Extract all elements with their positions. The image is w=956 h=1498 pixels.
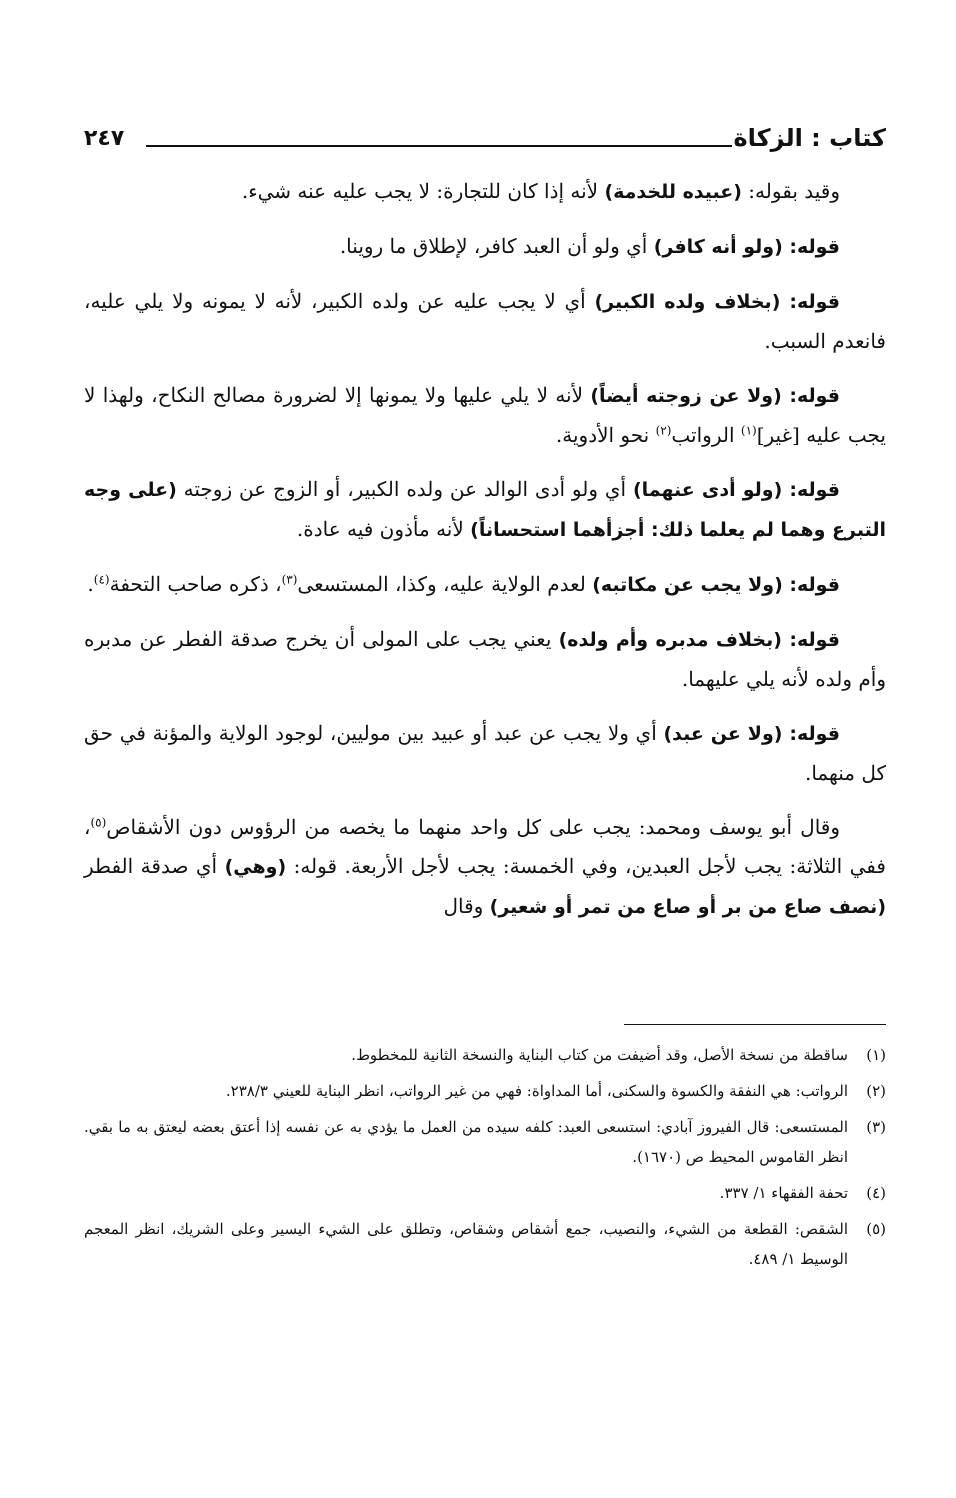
- bold-text: قوله:: [782, 574, 840, 596]
- footnote-reference: (٣): [281, 572, 298, 587]
- footnote: [84, 1076, 886, 1106]
- footnote-text: الشقص: القطعة من الشيء، والنصيب، جمع أشقاص وشقاص، وتطلق على الشيء اليسير وعلى الشريك، انظر المعجم الوسيط ١/ ٤٨٩.: [84, 1220, 848, 1268]
- text-run: أي ولو أدى الوالد عن ولده الكبير، أو الزوج عن زوجته: [176, 477, 633, 501]
- paragraph: [84, 565, 886, 605]
- paragraph: [84, 714, 886, 793]
- header-rule: [146, 145, 732, 147]
- footnote: [84, 1214, 886, 1274]
- main-text: [84, 172, 886, 927]
- footnote-text: المستسعى: قال الفيروز آبادي: استسعى العبد: كلفه سيده من العمل ما يؤدي به عن نفسه إذا أعتق بعضه ليعتق به ما بقي. انظر القاموس المحيط ص (١٦٧٠).: [84, 1118, 848, 1166]
- text-run: يعني يجب على المولى أن يخرج صدقة الفطر عن مدبره وأم ولده لأنه يلي عليهما.: [84, 627, 886, 691]
- text-run: وقال أبو يوسف ومحمد: يجب على كل واحد منهما ما يخصه من الرؤوس دون الأشقاص: [106, 815, 840, 839]
- bold-text: (على وجه التبرع وهما لم يعلما ذلك: أجزأهما استحساناً): [84, 479, 886, 541]
- text-run: لعدم الولاية عليه، وكذا، المستسعى: [297, 572, 593, 596]
- bold-text: قوله:: [782, 236, 840, 258]
- bold-text: (بخلاف مدبره وأم ولده): [558, 629, 782, 651]
- text-run: لأنه مأذون فيه عادة.: [296, 517, 471, 541]
- bold-text: قوله:: [782, 479, 840, 501]
- text-run: أي ولا يجب عن عبد أو عبيد بين موليين، لوجود الولاية والمؤنة في حق كل منهما.: [84, 721, 886, 785]
- bold-text: (نصف صاع من بر أو صاع من تمر أو شعير): [489, 896, 886, 918]
- text-run: لأنه إذا كان للتجارة: لا يجب عليه عنه شيء.: [241, 179, 605, 203]
- text-run: أي لا يجب عليه عن ولده الكبير، لأنه لا يمونه ولا يلي عليه، فانعدم السبب.: [84, 289, 886, 353]
- bold-text: (ولا عن زوجته أيضاً): [590, 385, 782, 407]
- bold-text: (بخلاف ولده الكبير): [594, 291, 781, 313]
- text-run: وقال: [443, 894, 490, 918]
- text-run: أي صدقة الفطر: [84, 854, 225, 878]
- bold-text: (وهي): [224, 856, 287, 878]
- chapter-title: كتاب : الزكاة: [733, 124, 886, 152]
- text-run: الرواتب: [671, 423, 741, 447]
- paragraph: [84, 620, 886, 699]
- footnote-reference: (٥): [90, 815, 107, 830]
- text-run: نحو الأدوية.: [555, 423, 656, 447]
- bold-text: قوله:: [780, 291, 840, 313]
- footnote-reference: (١): [740, 423, 757, 438]
- text-run: لأنه لا يلي عليها ولا يمونها إلا لضرورة مصالح النكاح، ولهذا لا يجب عليه [غير]: [84, 383, 886, 447]
- text-run: .: [87, 572, 94, 596]
- text-run: ، ذكره صاحب التحفة: [109, 572, 282, 596]
- page-number: ٢٤٧: [84, 126, 125, 151]
- footnote: [84, 1178, 886, 1208]
- footnote-reference: (٤): [93, 572, 110, 587]
- footnote-number: (٣): [866, 1118, 886, 1136]
- text-run: ، ففي الثلاثة: يجب لأجل العبدين، وفي الخمسة: يجب لأجل الأربعة. قوله:: [84, 815, 886, 878]
- bold-text: (ولا عن عبد): [663, 723, 783, 745]
- footnotes: [84, 1040, 886, 1280]
- bold-text: (عبيده للخدمة): [604, 181, 742, 203]
- footnote-reference: (٢): [655, 423, 672, 438]
- bold-text: قوله:: [782, 723, 840, 745]
- bold-text: (ولا يجب عن مكاتبه): [592, 574, 783, 596]
- paragraph: [84, 808, 886, 927]
- footnote-number: (٢): [866, 1082, 886, 1100]
- paragraph: [84, 376, 886, 455]
- running-header: [84, 116, 886, 156]
- bold-text: (ولو أدى عنهما): [632, 479, 783, 501]
- footnote-separator: [624, 1024, 886, 1025]
- footnote-text: ساقطة من نسخة الأصل، وقد أضيفت من كتاب البناية والنسخة الثانية للمخطوط.: [351, 1046, 848, 1064]
- bold-text: قوله:: [781, 629, 840, 651]
- footnote: [84, 1040, 886, 1070]
- bold-text: قوله:: [781, 385, 840, 407]
- footnote-text: تحفة الفقهاء ١/ ٣٣٧.: [719, 1184, 848, 1202]
- footnote-number: (٥): [866, 1220, 886, 1238]
- paragraph: [84, 282, 886, 361]
- footnote: [84, 1112, 886, 1172]
- text-run: أي ولو أن العبد كافر، لإطلاق ما روينا.: [339, 234, 654, 258]
- paragraph: [84, 470, 886, 550]
- footnote-number: (١): [866, 1046, 886, 1064]
- text-run: وقيد بقوله:: [741, 179, 840, 203]
- bold-text: (ولو أنه كافر): [653, 236, 783, 258]
- paragraph: [84, 227, 886, 267]
- footnote-number: (٤): [866, 1184, 886, 1202]
- paragraph: [84, 172, 886, 212]
- footnote-text: الرواتب: هي النفقة والكسوة والسكنى، أما المداواة: فهي من غير الرواتب، انظر البناية للعيني ٢٣٨/٣.: [225, 1082, 848, 1100]
